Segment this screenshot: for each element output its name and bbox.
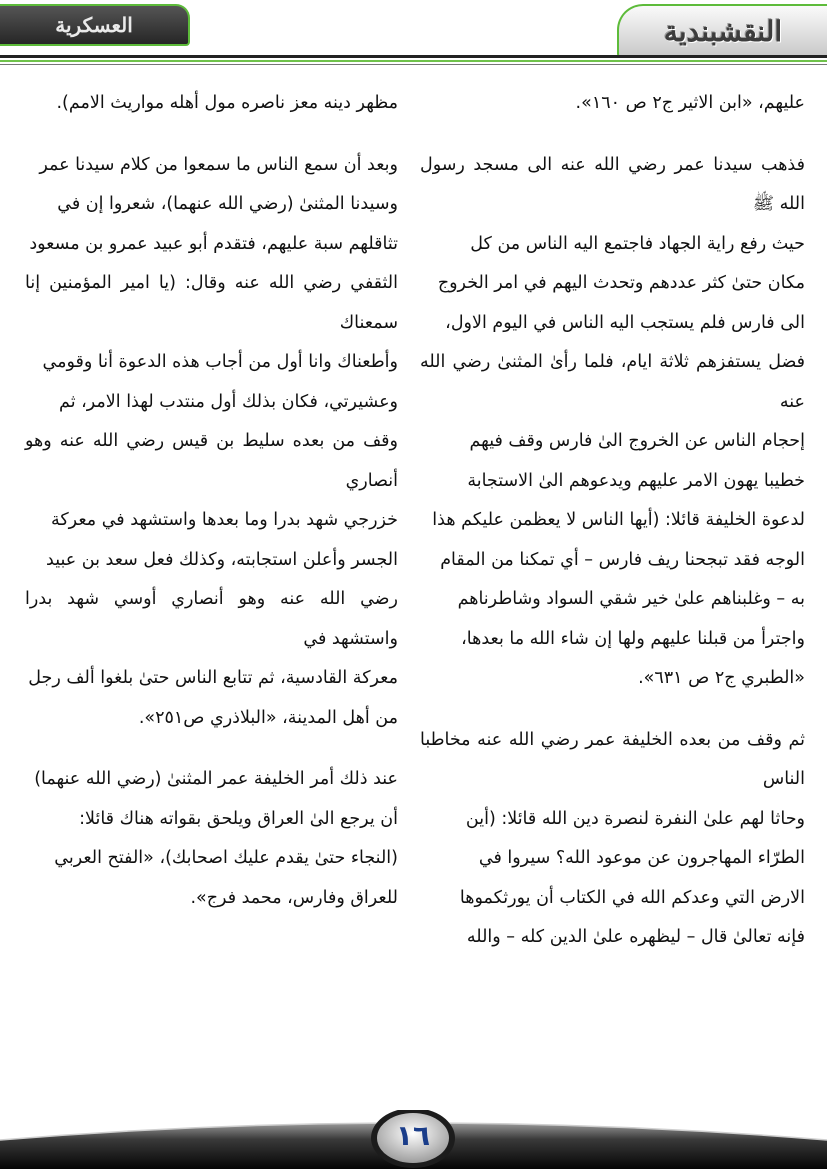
magazine-title: النقشبندية [663,14,783,48]
page-number: ١٦ [395,1118,431,1152]
article-column-right [420,84,805,980]
paragraph: فذهب سيدنا عمر رضي الله عنه الى مسجد رسول الله ﷺ حيث رفع راية الجهاد فاجتمع اليه الناس من كل مكان حتىٰ كثر عددهم وتحدث اليهم في امر الخروج الى فارس فلم يستجب اليه الناس في اليوم الاول، فضل يستفزهم ثلاثة ايام، فلما رأىٰ المثنىٰ رضي الله عنه إحجام الناس عن الخروج الىٰ فارس وقف فيهم خطيبا يهون الامر عليهم ويدعوهم الىٰ الاستجابة لدعوة الخليفة قائلا: (أيها الناس لا يعظمن عليكم هذا الوجه فقد تبجحنا ريف فارس – أي تمكنا من المقام به – وغلبناهم علىٰ خير شقي السواد وشاطرناهم واجترأ من قبلنا عليهم ولها إن شاء الله ما بعدها، «الطبري ج٢ ص ٦٣١». [420,154,805,688]
paragraph: وبعد أن سمع الناس ما سمعوا من كلام سيدنا عمر وسيدنا المثنىٰ (رضي الله عنهما)، شعروا إن في تثاقلهم سبة عليهم، فتقدم أبو عبيد عمرو بن مسعود الثقفي رضي الله عنه وقال: (يا امير المؤمنين إنا سمعناك وأطعناك وانا أول من أجاب هذه الدعوة أنا وقومي وعشيرتي، فكان بذلك أول منتدب لهذا الامر، ثم وقف من بعده سليط بن قيس رضي الله عنه وهو أنصاري خزرجي شهد بدرا وما بعدها واستشهد في معركة الجسر وأعلن استجابته، وكذلك فعل سعد بن عبيد رضي الله عنه وهو أنصاري أوسي شهد بدرا واستشهد في معركة القادسية، ثم تتابع الناس حتىٰ بلغوا ألف رجل من أهل المدينة، «البلاذري ص٢٥١». [25,154,398,728]
header-rule-dark [0,55,827,58]
paragraph: عليهم، «ابن الاثير ج٢ ص ١٦٠». [575,93,805,113]
section-title-badge [0,4,190,46]
section-title: العسكرية [55,13,133,37]
magazine-title-badge [617,4,827,58]
article-column-left [25,84,398,940]
header-rule-green [0,60,827,62]
paragraph: ثم وقف من بعده الخليفة عمر رضي الله عنه مخاطبا الناس وحاثا لهم علىٰ النفرة لنصرة دين الله قائلا: (أين الطرّاء المهاجرون عن موعود الله؟ سيروا في الارض التي وعدكم الله في الكتاب أن يورثكموها فإنه تعالىٰ قال – ليظهره علىٰ الدين كله – والله [420,729,805,947]
paragraph: مظهر دينه معز ناصره مول أهله مواريث الامم). [56,93,398,113]
paragraph: عند ذلك أمر الخليفة عمر المثنىٰ (رضي الله عنهما) أن يرجع الىٰ العراق ويلحق بقواته هناك قائلا: (النجاء حتىٰ يقدم عليك اصحابك)، «الفتح العربي للعراق وفارس، محمد فرج». [34,769,398,908]
header-rule-grey [0,64,827,65]
